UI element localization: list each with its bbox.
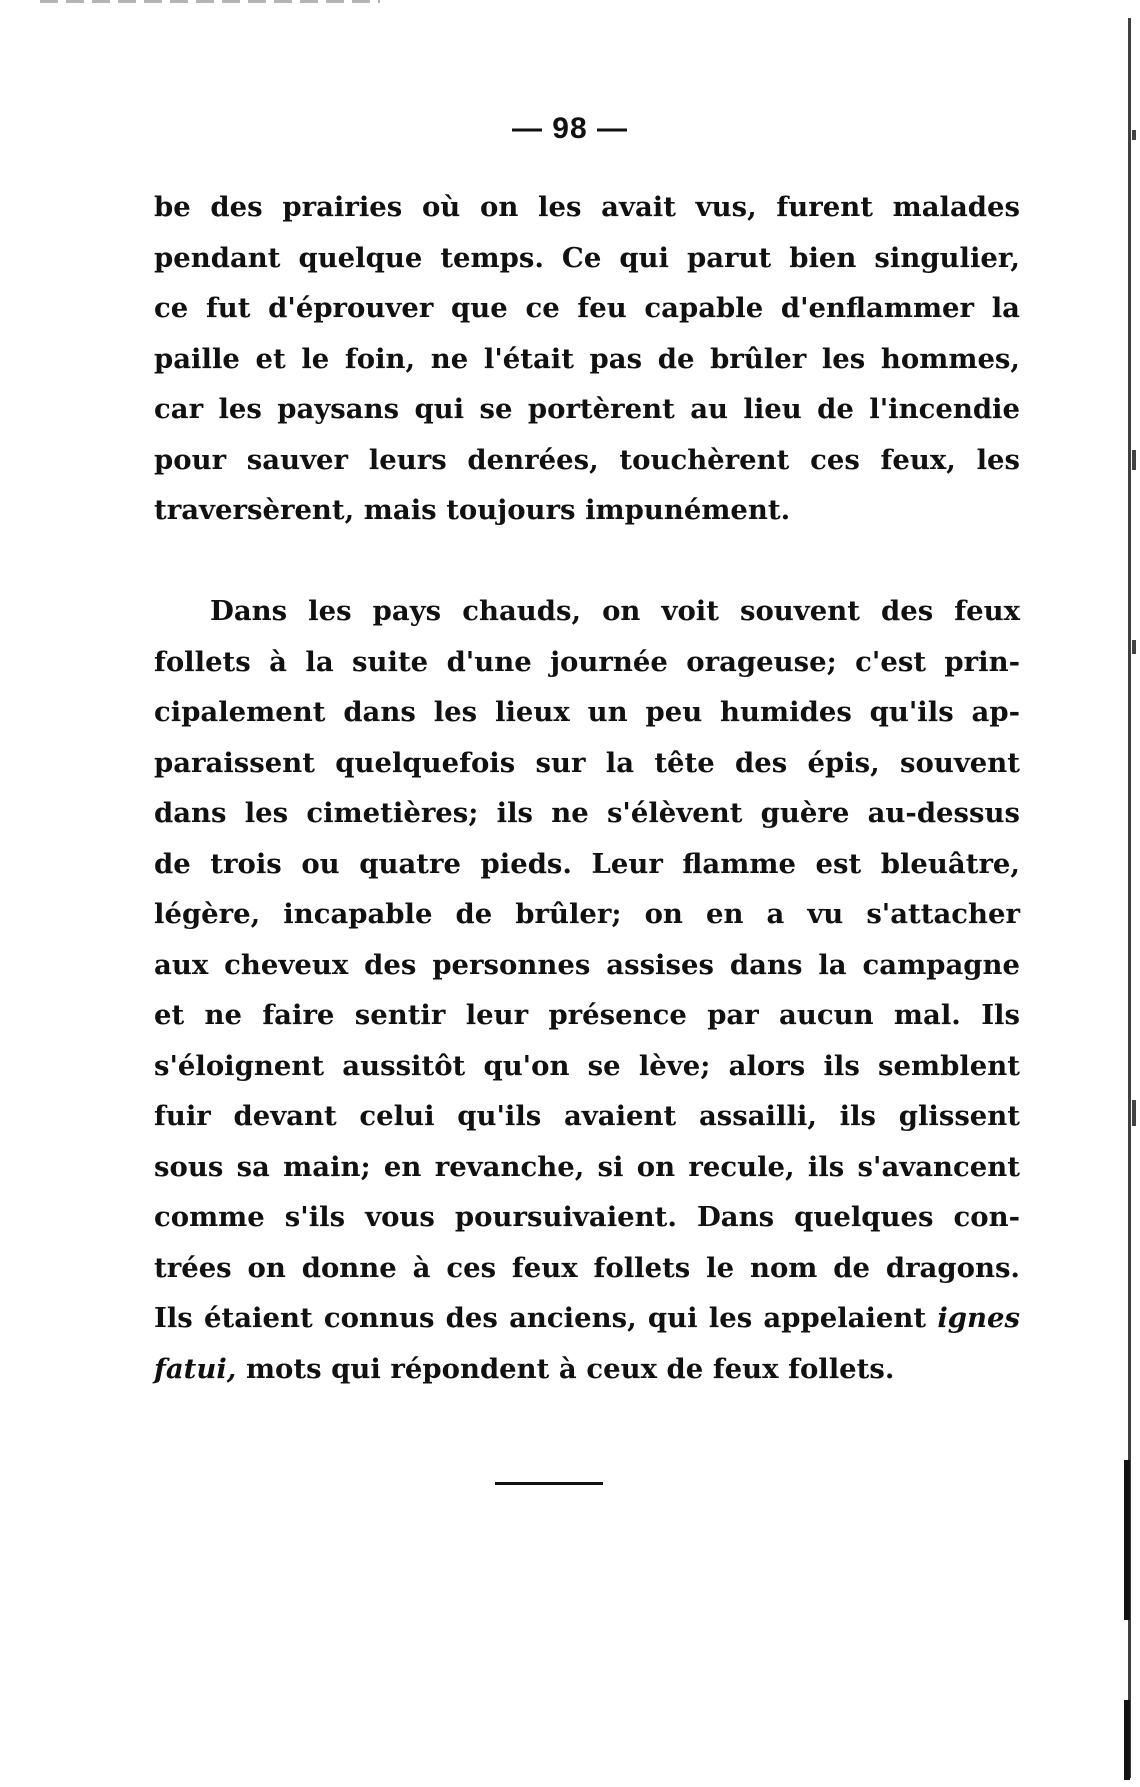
text-line: dans les cimetières; ils ne s'élèvent guère au-dessus	[154, 797, 1020, 829]
page-edge-mark	[1132, 640, 1136, 654]
page-edge-shadow	[1124, 1460, 1130, 1620]
text-line: comme s'ils vous poursuivaient. Dans quelques con-	[154, 1201, 1020, 1233]
paragraph-2	[154, 586, 1020, 1394]
text-line: de trois ou quatre pieds. Leur flamme est bleuâtre,	[154, 847, 1020, 880]
text-line: fuir devant celui qu'ils avaient assailli, ils glissent	[154, 1100, 1020, 1132]
paragraph-1	[154, 182, 1020, 536]
text-line: légère, incapable de brûler; on en a vu s'attacher	[154, 898, 1020, 930]
page-number: — 98 —	[511, 112, 629, 145]
text-line: aux cheveux des personnes assises dans la campagne	[154, 948, 1020, 981]
page-edge-mark	[1132, 450, 1136, 470]
text-line: cipalement dans les lieux un peu humides qu'ils ap-	[154, 696, 1020, 728]
text-line: et ne faire sentir leur présence par aucun mal. Ils	[154, 999, 1020, 1031]
text-line-final	[154, 1344, 1020, 1395]
latin-term-part2: fatui,	[154, 1352, 237, 1385]
text-line: Dans les pays chauds, on voit souvent des feux	[210, 595, 1020, 627]
scan-artifact-top	[40, 0, 380, 3]
latin-term-part1: ignes	[937, 1302, 1021, 1334]
text-segment: mots qui répondent à ceux de feux follets.	[236, 1352, 895, 1385]
text-line: car les paysans qui se portèrent au lieu de l'incendie	[154, 393, 1020, 425]
text-line: trées on donne à ces feux follets le nom de dragons.	[154, 1251, 1020, 1284]
text-line: ce fut d'éprouver que ce feu capable d'enflammer la	[154, 292, 1020, 324]
text-line: follets à la suite d'une journée orageuse; c'est prin-	[154, 645, 1020, 678]
end-rule	[495, 1482, 603, 1485]
text-line: be des prairies où on les avait vus, furent malades	[154, 191, 1020, 223]
text-line: pendant quelque temps. Ce qui parut bien singulier,	[154, 241, 1020, 274]
text-line: paraissent quelquefois sur la tête des épis, souvent	[154, 746, 1020, 779]
page-edge-shadow	[1124, 1700, 1130, 1780]
text-line: s'éloignent aussitôt qu'on se lève; alors ils semblent	[154, 1049, 1020, 1082]
page-edge-mark	[1132, 1100, 1136, 1126]
text-line-with-latin	[154, 1293, 1020, 1344]
text-line: pour sauver leurs denrées, touchèrent ces feux, les	[154, 443, 1020, 476]
text-segment: Ils étaient connus des anciens, qui les appelaient	[154, 1302, 927, 1334]
text-line: traversèrent, mais toujours impunément.	[154, 494, 791, 526]
text-line: paille et le foin, ne l'était pas de brûler les hommes,	[154, 342, 1020, 375]
text-line: sous sa main; en revanche, si on recule, ils s'avancent	[154, 1150, 1020, 1183]
